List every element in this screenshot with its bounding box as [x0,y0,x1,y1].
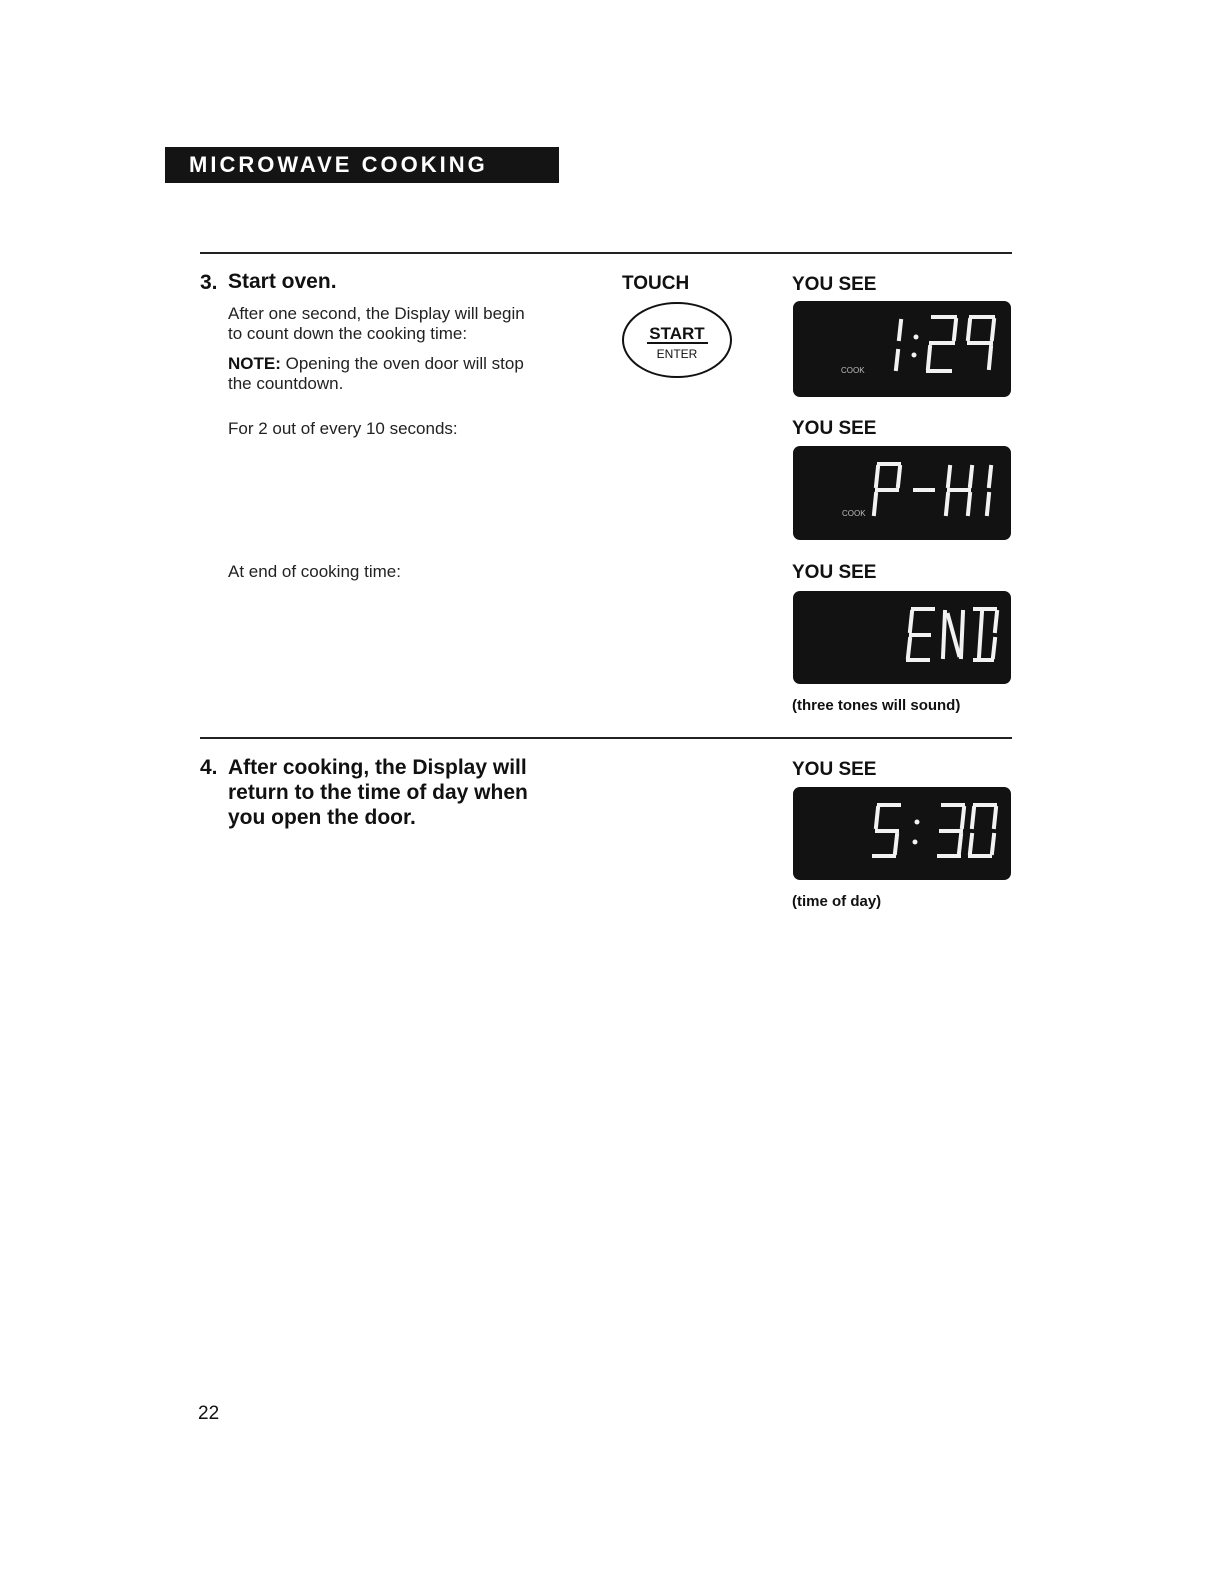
page-number: 22 [198,1403,220,1424]
you-see-header-4: YOU SEE [792,759,877,780]
step-3-description [228,304,525,344]
section-banner [165,147,559,183]
touch-column-header: TOUCH [622,273,690,294]
step-3-desc-line2: to count down the cooking time: [228,324,468,343]
time-of-day-display [793,787,1011,880]
note-label: NOTE: [228,354,281,373]
step-4-title [228,755,528,830]
power-level-display [793,446,1011,540]
cook-indicator-2: COOK [842,509,866,518]
step-3-desc-line1: After one second, the Display will begin [228,304,525,323]
cook-indicator: COOK [841,366,865,375]
start-key-label: START [649,324,705,343]
note-text: Opening the oven door will stop [285,354,524,373]
time-of-day-digits [793,787,1011,880]
step-3-note [228,354,524,394]
countdown-display [793,301,1011,397]
end-display [793,591,1011,684]
time-of-day-caption: (time of day) [792,893,882,910]
interval-text: For 2 out of every 10 seconds: [228,419,458,438]
you-see-header-3: YOU SEE [792,562,877,583]
you-see-header-1: YOU SEE [792,274,877,295]
note-line2: the countdown. [228,374,344,393]
end-of-cooking-text: At end of cooking time: [228,562,401,581]
start-key-sublabel: ENTER [656,347,698,361]
you-see-header-2: YOU SEE [792,418,877,439]
step-4-number: 4. [200,756,218,779]
start-enter-button[interactable] [620,296,738,382]
step-3-number: 3. [200,271,218,294]
section-title: MICROWAVE COOKING [189,152,488,177]
end-digits [793,591,1011,684]
step-4-title-line2: return to the time of day when [228,781,528,804]
power-level-digits [793,446,1011,540]
three-tones-caption: (three tones will sound) [792,697,961,714]
step-4-title-line1: After cooking, the Display will [228,756,527,779]
middle-divider [200,737,1012,739]
countdown-digits [793,301,1011,397]
top-divider [200,252,1012,254]
step-4-title-line3: you open the door. [228,806,416,829]
step-3-title: Start oven. [228,270,337,293]
